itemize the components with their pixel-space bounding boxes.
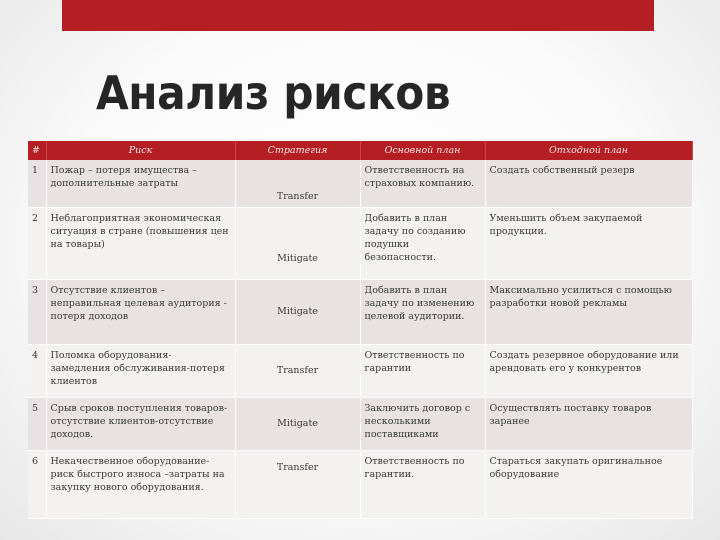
- table-row: [28, 279, 692, 344]
- main-plan-cell: Ответственность по гарантии: [360, 344, 485, 397]
- slide-title: Анализ рисков: [96, 66, 451, 120]
- fallback-plan-cell: Осуществлять поставку товаров заранее: [485, 397, 692, 450]
- strategy-cell: Mitigate: [235, 397, 360, 450]
- fallback-plan-cell: Уменьшить объем закупаемой продукции.: [485, 207, 692, 279]
- table-row: [28, 397, 692, 450]
- risk-cell: Поломка оборудования-замедления обслуживания-потеря клиентов: [46, 344, 235, 397]
- table-row: [28, 160, 692, 207]
- row-number: 3: [28, 279, 46, 344]
- main-plan-cell: Добавить в план задачу по созданию подушки безопасности.: [360, 207, 485, 279]
- header-number: #: [28, 141, 46, 160]
- row-number: 2: [28, 207, 46, 279]
- strategy-cell: Transfer: [235, 344, 360, 397]
- strategy-cell: Transfer: [235, 450, 360, 518]
- risk-cell: Неблагоприятная экономическая ситуация в стране (повышения цен на товары): [46, 207, 235, 279]
- fallback-plan-cell: Стараться закупать оригинальное оборудование: [485, 450, 692, 518]
- risk-cell: Отсутствие клиентов – неправильная целевая аудитория - потеря доходов: [46, 279, 235, 344]
- strategy-cell: Mitigate: [235, 279, 360, 344]
- top-accent-bar: [62, 0, 654, 31]
- strategy-cell: Transfer: [235, 160, 360, 207]
- table-row: [28, 207, 692, 279]
- table-header-row: [28, 141, 692, 160]
- fallback-plan-cell: Создать собственный резерв: [485, 160, 692, 207]
- row-number: 6: [28, 450, 46, 518]
- table-row: [28, 450, 692, 518]
- risk-cell: Пожар – потеря имущества – дополнительные затраты: [46, 160, 235, 207]
- header-fallback-plan: Отходной план: [485, 141, 692, 160]
- main-plan-cell: Добавить в план задачу по изменению целевой аудитории.: [360, 279, 485, 344]
- main-plan-cell: Заключить договор с несколькими поставщиками: [360, 397, 485, 450]
- row-number: 4: [28, 344, 46, 397]
- fallback-plan-cell: Максимально усилиться с помощью разработки новой рекламы: [485, 279, 692, 344]
- risk-table: [28, 141, 693, 519]
- row-number: 5: [28, 397, 46, 450]
- fallback-plan-cell: Создать резервное оборудование или арендовать его у конкурентов: [485, 344, 692, 397]
- risk-cell: Некачественное оборудование-риск быстрого износа –затраты на закупку нового оборудования.: [46, 450, 235, 518]
- header-risk: Риск: [46, 141, 235, 160]
- table-row: [28, 344, 692, 397]
- main-plan-cell: Ответственность на страховых компанию.: [360, 160, 485, 207]
- row-number: 1: [28, 160, 46, 207]
- header-strategy: Стратегия: [235, 141, 360, 160]
- main-plan-cell: Ответственность по гарантии.: [360, 450, 485, 518]
- risk-cell: Срыв сроков поступления товаров-отсутствие клиентов-отсутствие доходов.: [46, 397, 235, 450]
- header-main-plan: Основной план: [360, 141, 485, 160]
- strategy-cell: Mitigate: [235, 207, 360, 279]
